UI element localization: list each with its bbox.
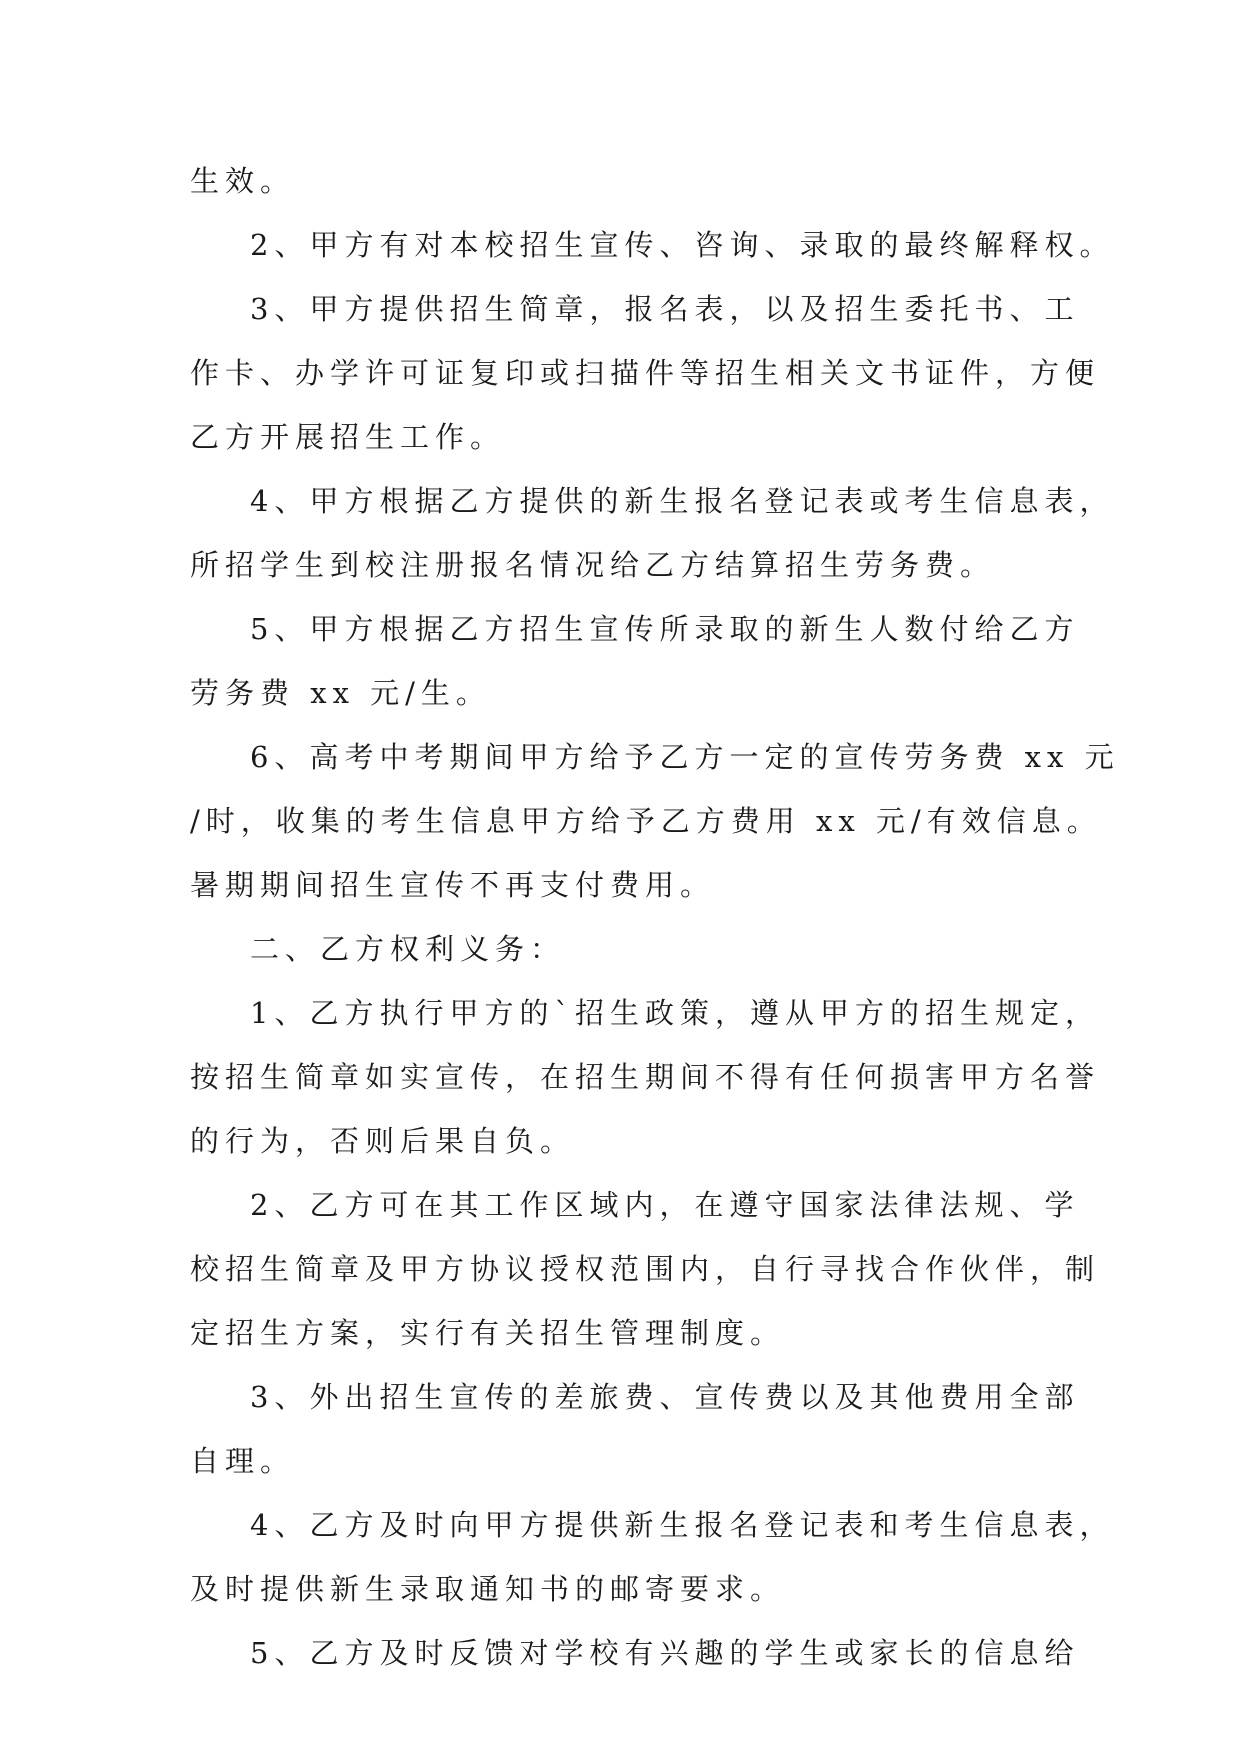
text-line: 及时提供新生录取通知书的邮寄要求。 <box>190 1572 786 1606</box>
text-line: 4、甲方根据乙方提供的新生报名登记表或考生信息表， <box>250 484 1115 518</box>
text-line: 3、甲方提供招生简章，报名表，以及招生委托书、工 <box>250 292 1080 326</box>
text-line: 自理。 <box>190 1444 296 1478</box>
text-line: /时，收集的考生信息甲方给予乙方费用 xx 元/有效信息。 <box>190 804 1102 838</box>
text-line: 按招生简章如实宣传，在招生期间不得有任何损害甲方名誉 <box>190 1060 1101 1094</box>
text-line: 5、乙方及时反馈对学校有兴趣的学生或家长的信息给 <box>250 1636 1080 1670</box>
text-line: 5、甲方根据乙方招生宣传所录取的新生人数付给乙方 <box>250 612 1080 646</box>
text-line: 劳务费 xx 元/生。 <box>190 676 491 710</box>
text-line: 乙方开展招生工作。 <box>190 420 506 454</box>
text-line: 所招学生到校注册报名情况给乙方结算招生劳务费。 <box>190 548 996 582</box>
text-line: 暑期期间招生宣传不再支付费用。 <box>190 868 716 902</box>
text-line: 定招生方案，实行有关招生管理制度。 <box>190 1316 786 1350</box>
text-line: 6、高考中考期间甲方给予乙方一定的宣传劳务费 xx 元 <box>250 740 1120 774</box>
text-line: 4、乙方及时向甲方提供新生报名登记表和考生信息表， <box>250 1508 1115 1542</box>
text-line: 1、乙方执行甲方的`招生政策，遵从甲方的招生规定， <box>250 996 1100 1030</box>
text-line: 2、甲方有对本校招生宣传、咨询、录取的最终解释权。 <box>250 228 1115 262</box>
text-line: 3、外出招生宣传的差旅费、宣传费以及其他费用全部 <box>250 1380 1080 1414</box>
text-line: 2、乙方可在其工作区域内，在遵守国家法律法规、学 <box>250 1188 1080 1222</box>
text-line: 生效。 <box>190 164 296 198</box>
section-heading: 二、乙方权利义务： <box>250 932 566 966</box>
text-line: 校招生简章及甲方协议授权范围内，自行寻找合作伙伴，制 <box>190 1252 1101 1286</box>
text-line: 的行为，否则后果自负。 <box>190 1124 576 1158</box>
text-line: 作卡、办学许可证复印或扫描件等招生相关文书证件，方便 <box>190 356 1101 390</box>
document-body <box>190 160 1120 1674</box>
